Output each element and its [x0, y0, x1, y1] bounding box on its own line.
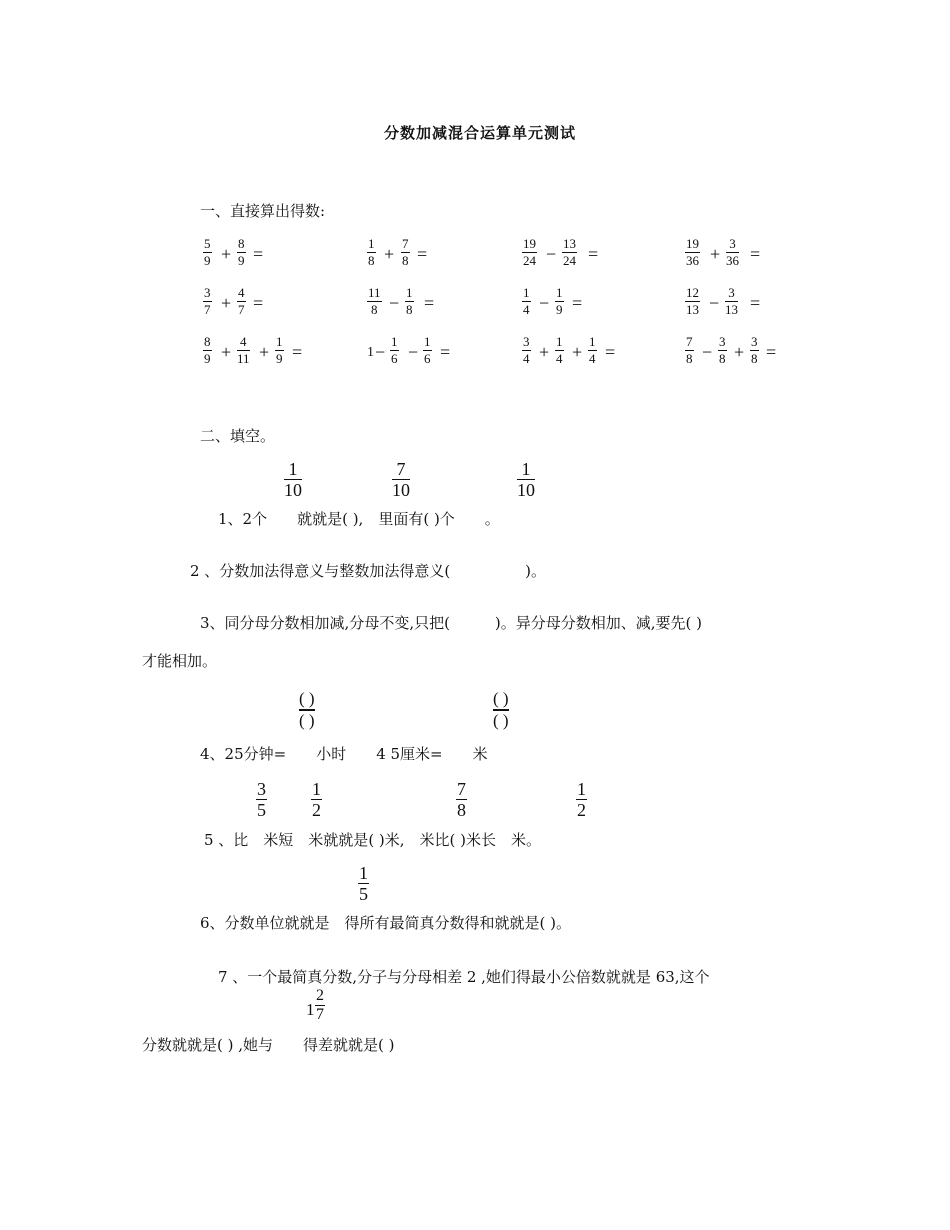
fraction: 3 4 [523, 334, 530, 366]
operator: + [710, 244, 721, 264]
question-7-line-2: 分数就就是( ) ,她与 得差就就是( ) [142, 1036, 395, 1054]
operator: = [750, 293, 761, 313]
operator: = [605, 342, 616, 362]
operator: − [389, 293, 400, 313]
whole-number: 1 [367, 345, 374, 360]
fraction: 8 9 [204, 334, 211, 366]
question-2: 2 、分数加法得意义与整数加法得意义( )。 [190, 562, 547, 580]
fraction: 1 9 [276, 334, 283, 366]
question-6: 6、分数单位就就是 得所有最简真分数得和就就是( )。 [200, 914, 572, 932]
question-1: 1、2个 就就是( ), 里面有( )个 。 [218, 510, 500, 528]
fraction: 4 11 [237, 334, 250, 366]
fraction: 8 9 [238, 236, 245, 268]
page-title: 分数加减混合运算单元测试 [384, 124, 577, 142]
fraction: 1 9 [556, 285, 563, 317]
q4-blank-fraction-2: ( ) ( ) [493, 689, 509, 730]
q5-fraction-3: 7 8 [457, 779, 466, 820]
operator: + [221, 244, 232, 264]
fraction: 1 4 [589, 334, 596, 366]
fraction: 1 6 [424, 334, 431, 366]
question-3-line-2: 才能相加。 [142, 652, 218, 670]
operator: + [539, 342, 550, 362]
operator: + [734, 342, 745, 362]
operator: + [221, 342, 232, 362]
q1-fraction-2: 7 10 [392, 459, 410, 500]
q4-blank-fraction-1: ( ) ( ) [299, 689, 315, 730]
fraction: 3 8 [719, 334, 726, 366]
fraction: 1 4 [556, 334, 563, 366]
fraction: 2 7 [316, 987, 324, 1023]
question-4: 4、25分钟= 小时 4 5厘米= 米 [200, 745, 488, 763]
fraction: 1 4 [523, 285, 530, 317]
question-3-line-1: 3、同分母分数相加减,分母不变,只把( )。异分母分数相加、减,要先( ) [200, 614, 703, 632]
fraction: 3 36 [726, 236, 739, 268]
fraction: 7 8 [402, 236, 409, 268]
q5-fraction-1: 3 5 [257, 779, 266, 820]
fraction: 3 7 [204, 285, 211, 317]
operator: = [253, 293, 264, 313]
operator: = [572, 293, 583, 313]
fraction: 3 13 [725, 285, 738, 317]
fraction: 1 8 [368, 236, 375, 268]
operator: − [709, 293, 720, 313]
operator: − [546, 244, 557, 264]
operator: − [408, 342, 419, 362]
q6-fraction: 1 5 [359, 863, 368, 904]
question-7-line-1: 7 、一个最简真分数,分子与分母相差 2 ,她们得最小公倍数就就是 63,这个 [218, 968, 710, 986]
fraction: 13 24 [563, 236, 576, 268]
fraction: 3 8 [751, 334, 758, 366]
operator: + [221, 293, 232, 313]
operator: − [702, 342, 713, 362]
operator: = [440, 342, 451, 362]
section-2-heading: 二、填空。 [200, 427, 276, 445]
operator: = [766, 342, 777, 362]
fraction: 19 36 [686, 236, 699, 268]
operator: = [253, 244, 264, 264]
fraction: 11 8 [368, 285, 381, 317]
operator: − [539, 293, 550, 313]
operator: + [572, 342, 583, 362]
q5-fraction-2: 1 2 [312, 779, 321, 820]
operator: = [588, 244, 599, 264]
q1-fraction-3: 1 10 [517, 459, 535, 500]
fraction: 1 6 [391, 334, 398, 366]
question-5: 5 、比 米短 米就就是( )米, 米比( )米长 米。 [204, 831, 542, 849]
operator: = [417, 244, 428, 264]
operator: + [384, 244, 395, 264]
fraction: 5 9 [204, 236, 211, 268]
fraction: 12 13 [686, 285, 699, 317]
fraction: 1 8 [406, 285, 413, 317]
q5-fraction-4: 1 2 [577, 779, 586, 820]
fraction: 4 7 [238, 285, 245, 317]
fraction: 19 24 [523, 236, 536, 268]
operator: + [259, 342, 270, 362]
fraction: 7 8 [686, 334, 693, 366]
operator: − [375, 342, 386, 362]
section-1-heading: 一、直接算出得数: [200, 202, 326, 220]
operator: = [292, 342, 303, 362]
operator: = [424, 293, 435, 313]
q1-fraction-1: 1 10 [284, 459, 302, 500]
whole-number: 1 [306, 1000, 315, 1019]
operator: = [750, 244, 761, 264]
